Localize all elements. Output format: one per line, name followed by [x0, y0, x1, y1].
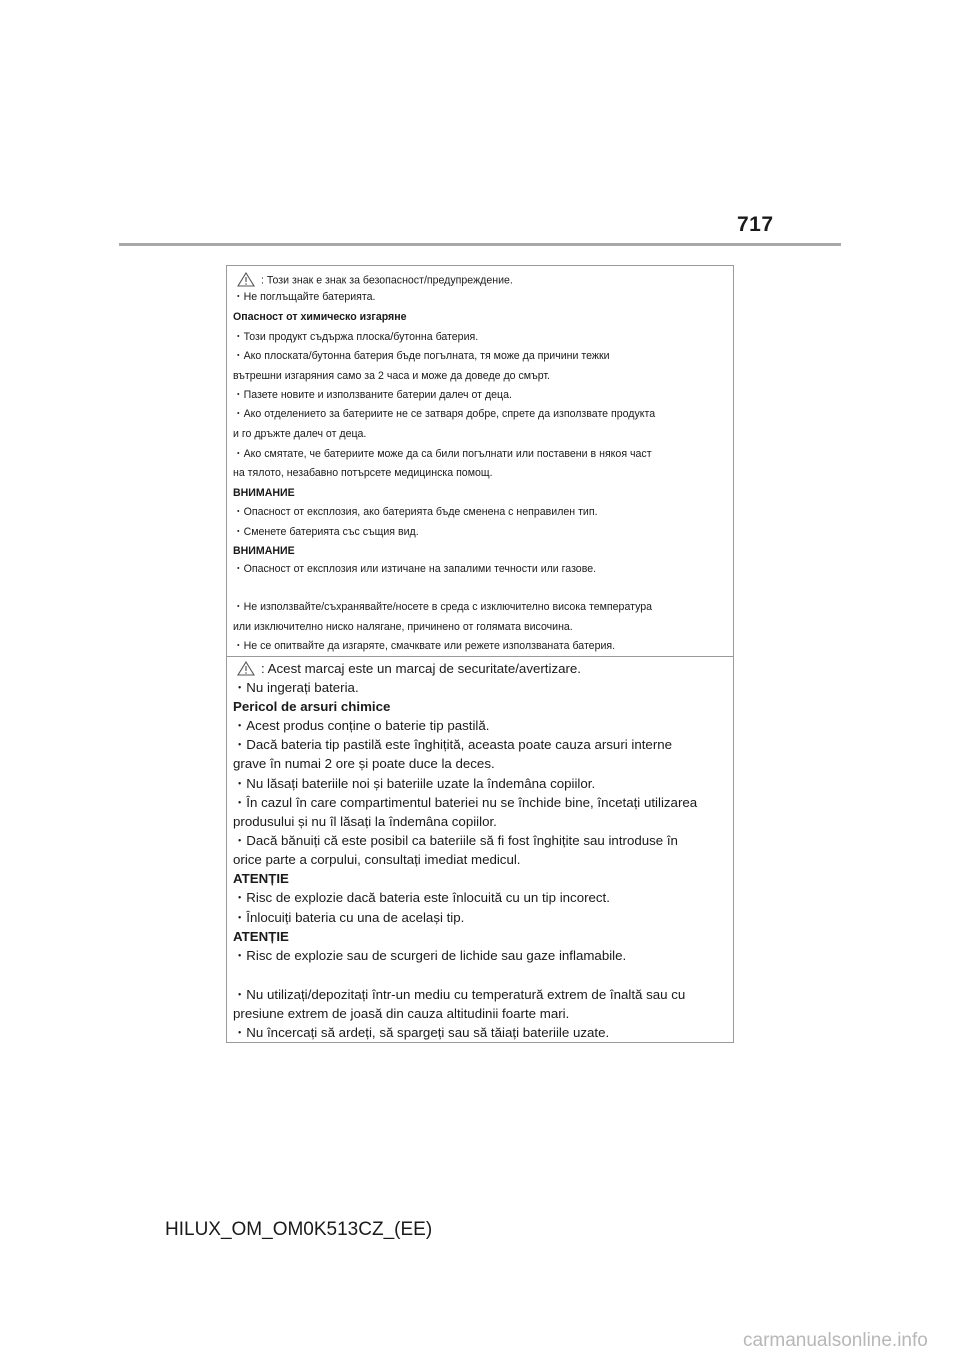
notice-bulgarian	[227, 266, 733, 656]
notice-line: produsului și nu îl lăsați la îndemâna copiilor.	[233, 814, 497, 829]
notice-line: или изключително ниско налягане, причинено от голямата височина.	[233, 621, 573, 633]
notice-line: ・Nu lăsați bateriile noi și bateriile uzate la îndemâna copiilor.	[233, 776, 596, 791]
notice-line: ・Този продукт съдържа плоска/бутонна батерия.	[233, 331, 479, 343]
notice-line: ・Не използвайте/съхранявайте/носете в среда с изключително висока температура	[233, 601, 653, 613]
notice-line: ・Сменете батерията със същия вид.	[233, 526, 419, 538]
notice-line: : Acest marcaj este un marcaj de securitate/avertizare.	[233, 661, 581, 678]
notice-line: orice parte a corpului, consultați imediat medicul.	[233, 852, 521, 867]
watermark: carmanualsonline.info	[743, 1330, 928, 1351]
notice-line: ・Acest produs conține o baterie tip pastilă.	[233, 718, 490, 733]
notice-line: ・Пазете новите и използваните батерии далеч от деца.	[233, 389, 512, 401]
notice-heading: ATENȚIE	[233, 929, 289, 944]
notice-line: вътрешни изгаряния само за 2 часа и може да доведе до смърт.	[233, 370, 550, 382]
page-number: 717	[737, 213, 774, 236]
notice-heading: Pericol de arsuri chimice	[233, 699, 391, 714]
warning-triangle-icon	[237, 272, 255, 290]
notice-line: ・Ако плоската/бутонна батерия бъде погълната, тя може да причини тежки	[233, 350, 610, 362]
notice-line: ・Dacă bateria tip pastilă este înghițită, aceasta poate cauza arsuri interne	[233, 737, 673, 752]
notice-line: ・Înlocuiți bateria cu una de același tip.	[233, 910, 465, 925]
notice-line: на тялото, незабавно потърсете медицинска помощ.	[233, 467, 493, 479]
notice-line: ・Не се опитвайте да изгаряте, смачквате или режете използваната батерия.	[233, 640, 616, 652]
notice-heading: ATENȚIE	[233, 871, 289, 886]
notice-line: ・Опасност от експлозия или изтичане на запалими течности или газове.	[233, 563, 597, 575]
notice-line: ・Risc de explozie dacă bateria este înlocuită cu un tip incorect.	[233, 890, 610, 905]
notice-line: ・Nu utilizați/depozitați într-un mediu cu temperatură extrem de înaltă sau cu	[233, 987, 686, 1002]
footer-document-code: HILUX_OM_OM0K513CZ_(EE)	[165, 1219, 433, 1240]
notice-heading: ВНИМАНИЕ	[233, 545, 295, 557]
notice-line: : Този знак е знак за безопасност/предупреждение.	[233, 272, 513, 290]
notice-line: grave în numai 2 ore și poate duce la deces.	[233, 756, 495, 771]
notice-line: ・Ако смятате, че батериите може да са били погълнати или поставени в някоя част	[233, 448, 652, 460]
header-rule	[119, 243, 841, 246]
notice-heading: Опасност от химическо изгаряне	[233, 311, 407, 323]
notice-line: ・Risc de explozie sau de scurgeri de lichide sau gaze inflamabile.	[233, 948, 627, 963]
notice-line: presiune extrem de joasă din cauza altitudinii foarte mari.	[233, 1006, 570, 1021]
notice-line: ・Nu încercați să ardeți, să spargeți sau să tăiați bateriile uzate.	[233, 1025, 610, 1040]
notice-line: ・Опасност от експлозия, ако батерията бъде сменена с неправилен тип.	[233, 506, 598, 518]
notice-heading: ВНИМАНИЕ	[233, 487, 295, 499]
notice-line: ・Nu ingerați bateria.	[233, 680, 359, 695]
notice-line: и го дръжте далеч от деца.	[233, 428, 367, 440]
notice-line: ・În cazul în care compartimentul bateriei nu se închide bine, încetați utilizarea	[233, 795, 698, 810]
notice-line: ・Ако отделението за батериите не се затваря добре, спрете да използвате продукта	[233, 408, 656, 420]
warning-triangle-icon	[237, 661, 255, 678]
battery-warning-notice	[226, 265, 734, 1043]
notice-line: ・Dacă bănuiți că este posibil ca bateriile să fi fost înghițite sau introduse în	[233, 833, 678, 848]
notice-line: ・Не поглъщайте батерията.	[233, 291, 376, 303]
notice-romanian	[227, 656, 733, 1043]
